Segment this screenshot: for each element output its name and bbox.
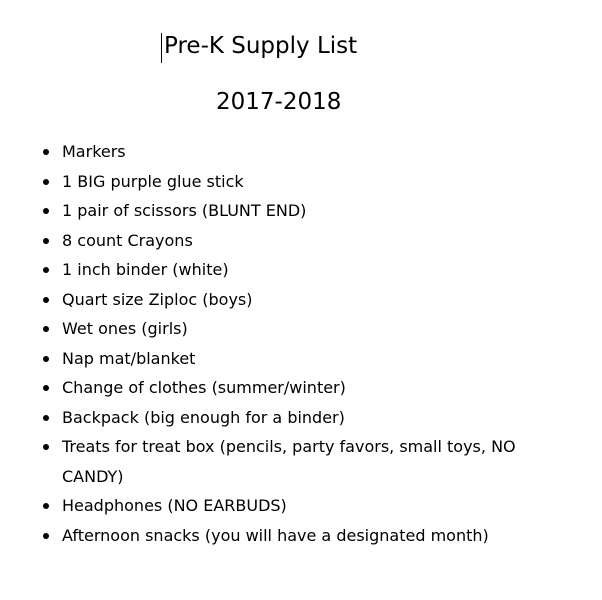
bullet-icon [43, 415, 49, 421]
bullet-icon [43, 297, 49, 303]
list-item: Quart size Ziploc (boys) [62, 285, 562, 315]
bullet-icon [43, 385, 49, 391]
list-item: Afternoon snacks (you will have a designated month) [62, 521, 562, 551]
bullet-icon [43, 326, 49, 332]
bullet-icon [43, 208, 49, 214]
text-cursor [161, 33, 162, 63]
bullet-icon [43, 238, 49, 244]
bullet-icon [43, 179, 49, 185]
document-title[interactable]: Pre-K Supply List [164, 33, 358, 59]
list-item: 8 count Crayons [62, 226, 562, 256]
list-item: 1 BIG purple glue stick [62, 167, 562, 197]
bullet-icon [43, 267, 49, 273]
bullet-icon [43, 149, 49, 155]
list-item: Wet ones (girls) [62, 314, 562, 344]
list-item: 1 inch binder (white) [62, 255, 562, 285]
list-item: Markers [62, 137, 562, 167]
school-year[interactable]: 2017-2018 [216, 89, 342, 115]
list-item: 1 pair of scissors (BLUNT END) [62, 196, 562, 226]
list-item: Nap mat/blanket [62, 344, 562, 374]
bullet-icon [43, 503, 49, 509]
list-item: Backpack (big enough for a binder) [62, 403, 562, 433]
bullet-icon [43, 533, 49, 539]
bullet-icon [43, 356, 49, 362]
supply-list [62, 137, 562, 550]
list-item: Treats for treat box (pencils, party favors, small toys, NO CANDY) [62, 432, 562, 491]
list-item: Change of clothes (summer/winter) [62, 373, 562, 403]
list-item: Headphones (NO EARBUDS) [62, 491, 562, 521]
bullet-icon [43, 444, 49, 450]
